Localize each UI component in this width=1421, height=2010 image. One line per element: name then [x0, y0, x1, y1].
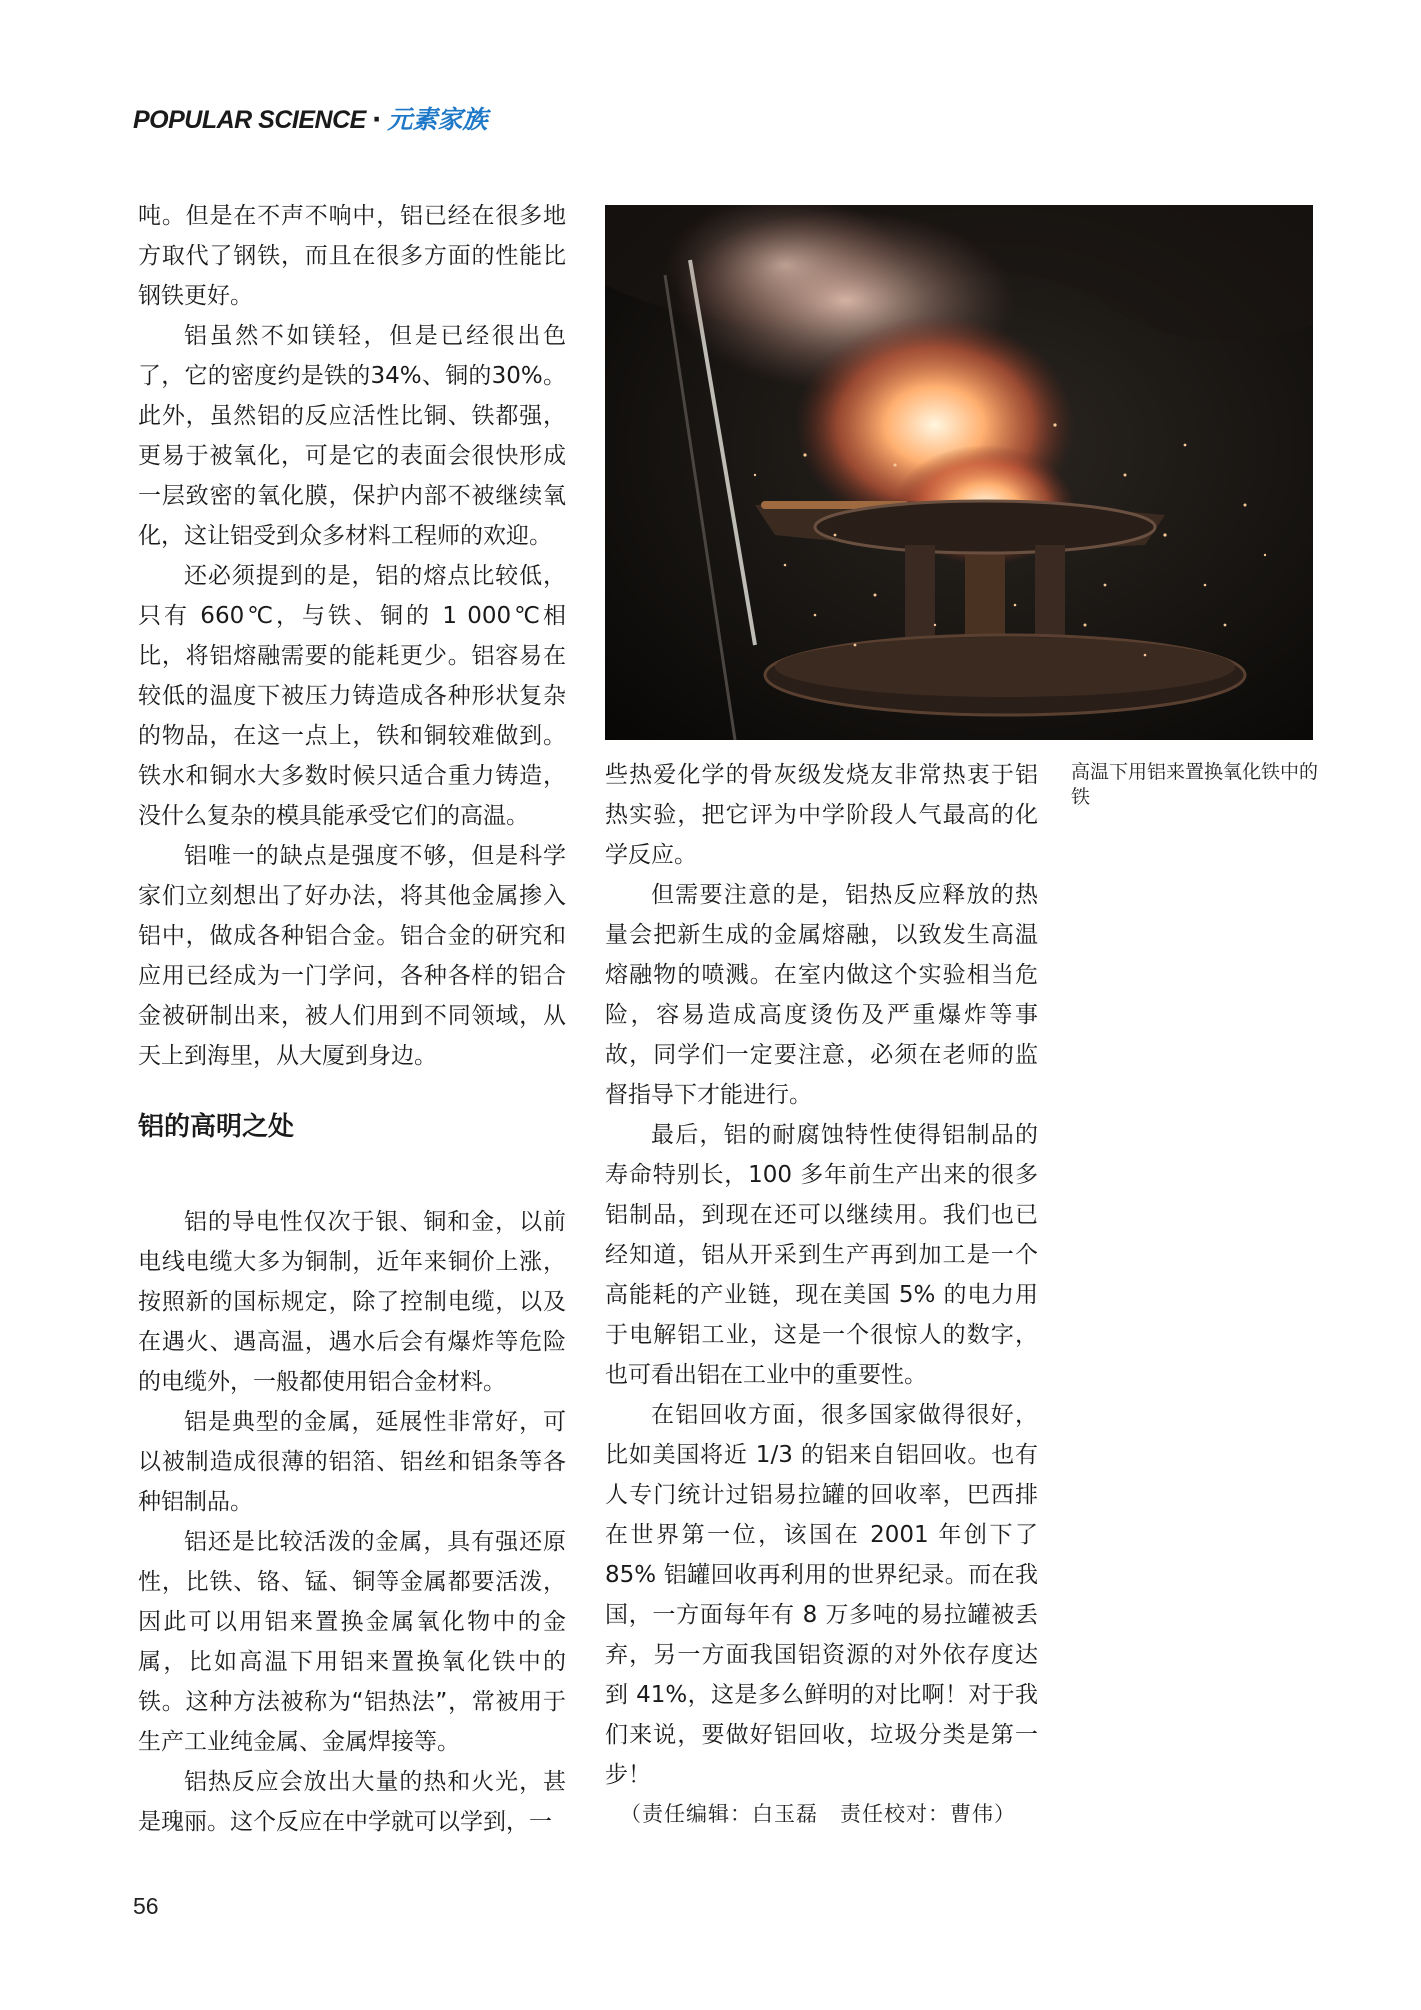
paragraph: 铝还是比较活泼的金属，具有强还原性，比铁、铬、锰、铜等金属都要活泼，因此可以用铝来置换金属氧化物中的金属，比如高温下用铝来置换氧化铁中的铁。这种方法被称为“铝热法”，常被用于生产工业纯金属、金属焊接等。 — [138, 1529, 566, 1755]
running-header — [133, 100, 487, 136]
figure-caption: 高温下用铝来置换氧化铁中的铁 — [1071, 761, 1319, 808]
column-name: 元素家族 — [387, 105, 488, 134]
middle-column — [605, 755, 1038, 1795]
paragraph: 在铝回收方面，很多国家做得很好，比如美国将近 1/3 的铝来自铝回收。也有人专门统计过铝易拉罐的回收率，巴西排在世界第一位，该国在 2001 年创下了 85% 铝罐回收再利用的世界纪录。而在我国，一方面每年有 8 万多吨的易拉罐被丢弃，另一方面我国铝资源的对外依存度达到 41%，这是多么鲜明的对比啊！对于我们来说，要做好铝回收，垃圾分类是第一步！ — [605, 1402, 1038, 1788]
section-heading-block — [138, 1076, 566, 1202]
thermite-photo — [605, 205, 1313, 740]
paragraph: 最后，铝的耐腐蚀特性使得铝制品的寿命特别长，100 多年前生产出来的很多铝制品，到现在还可以继续用。我们也已经知道，铝从开采到生产再到加工是一个高能耗的产业链，现在美国 5% 的电力用于电解铝工业，这是一个很惊人的数字，也可看出铝在工业中的重要性。 — [605, 1122, 1038, 1388]
paragraph: 铝热反应会放出大量的热和火光，甚是瑰丽。这个反应在中学就可以学到，一 — [138, 1769, 566, 1835]
paragraph: 铝唯一的缺点是强度不够，但是科学家们立刻想出了好办法，将其他金属掺入铝中，做成各种铝合金。铝合金的研究和应用已经成为一门学问，各种各样的铝合金被研制出来，被人们用到不同领域，从天上到海里，从大厦到身边。 — [138, 843, 566, 1069]
section-heading: 铝的高明之处 — [138, 1112, 295, 1142]
header-separator: · — [371, 105, 382, 134]
paragraph: 铝是典型的金属，延展性非常好，可以被制造成很薄的铝箔、铝丝和铝条等各种铝制品。 — [138, 1409, 566, 1515]
paragraph: 些热爱化学的骨灰级发烧友非常热衷于铝热实验，把它评为中学阶段人气最高的化学反应。 — [605, 762, 1038, 868]
paragraph: 吨。但是在不声不响中，铝已经在很多地方取代了钢铁，而且在很多方面的性能比钢铁更好。 — [138, 203, 566, 309]
paragraph: 铝虽然不如镁轻，但是已经很出色了，它的密度约是铁的34%、铜的30%。此外，虽然铝的反应活性比铜、铁都强，更易于被氧化，可是它的表面会很快形成一层致密的氧化膜，保护内部不被继续氧化，这让铝受到众多材料工程师的欢迎。 — [138, 323, 566, 549]
paragraph: 还必须提到的是，铝的熔点比较低，只有 660℃，与铁、铜的 1 000℃相比，将铝熔融需要的能耗更少。铝容易在较低的温度下被压力铸造成各种形状复杂的物品，在这一点上，铁和铜较难做到。铁水和铜水大多数时候只适合重力铸造，没什么复杂的模具能承受它们的高温。 — [138, 563, 566, 829]
page-number: 56 — [133, 1893, 159, 1919]
magazine-name: POPULAR SCIENCE — [133, 106, 366, 134]
thermite-illustration — [605, 205, 1313, 740]
left-column — [138, 196, 566, 1842]
paragraph: 但需要注意的是，铝热反应释放的热量会把新生成的金属熔融，以致发生高温熔融物的喷溅。在室内做这个实验相当危险，容易造成高度烫伤及严重爆炸等事故，同学们一定要注意，必须在老师的监督指导下才能进行。 — [605, 882, 1038, 1108]
paragraph: 铝的导电性仅次于银、铜和金，以前电线电缆大多为铜制，近年来铜价上涨，按照新的国标规定，除了控制电缆，以及在遇火、遇高温，遇水后会有爆炸等危险的电缆外，一般都使用铝合金材料。 — [138, 1209, 566, 1395]
editor-note: （责任编辑：白玉磊 责任校对：曹伟） — [620, 1802, 1016, 1826]
